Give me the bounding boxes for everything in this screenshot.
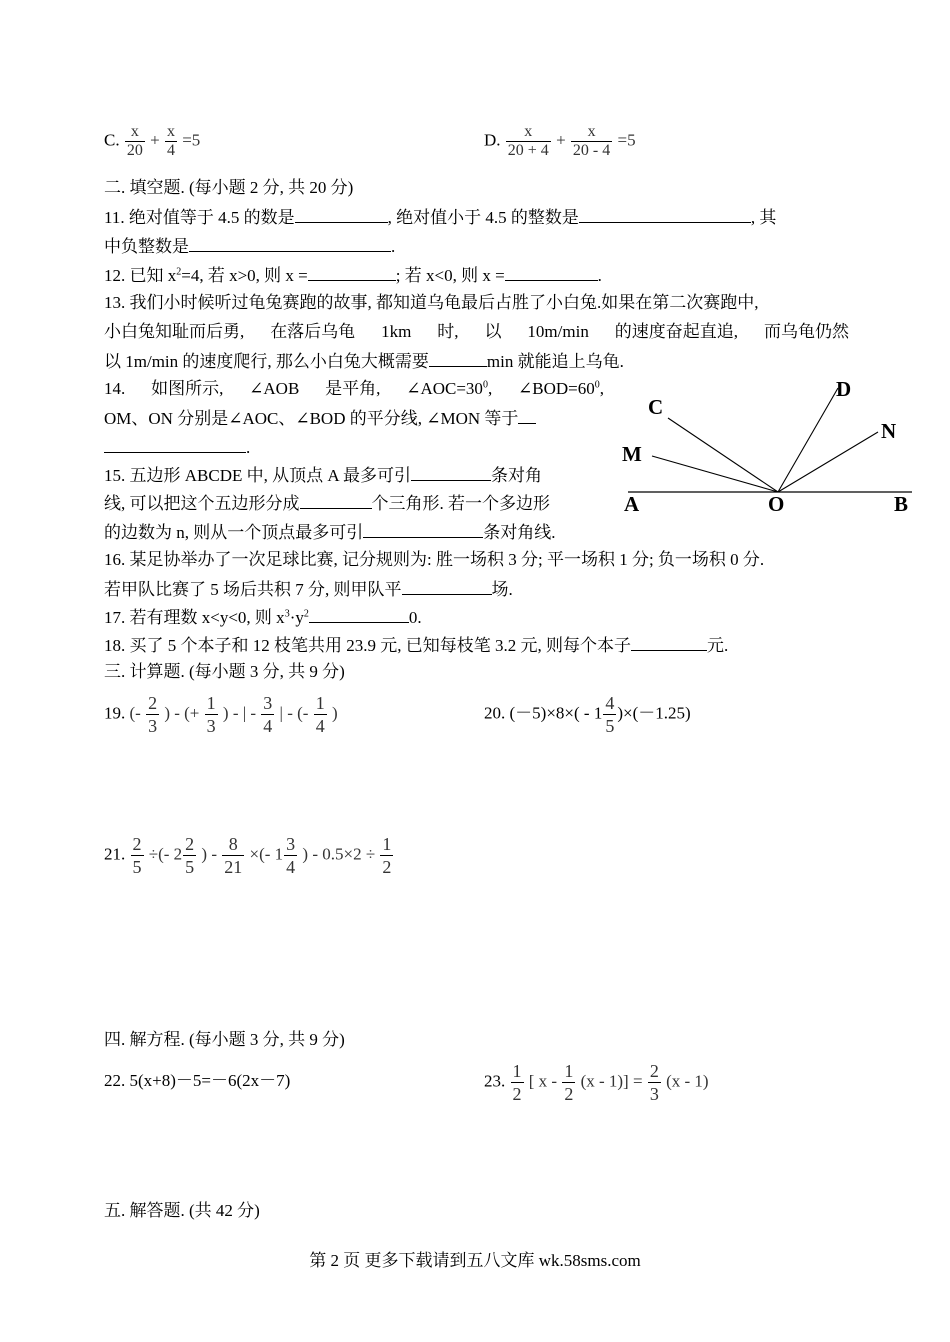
page-footer: 第 2 页 更多下载请到五八文库 wk.58sms.com bbox=[309, 1251, 641, 1270]
ray-od bbox=[778, 388, 838, 492]
q21: 21. $\frac{2}{5}$ ÷(- 2 $\frac{2}{5}$ ) - $\frac{8}{21}$ ×(- 1 $\frac{3}{4}$ ) - 0.5×2 ÷ $\frac{1}{2}$ bbox=[104, 834, 392, 877]
fraction: $\frac{4}{5}$ bbox=[605, 693, 615, 736]
section-5-title: 五. 解答题. (共 42 分) bbox=[104, 1201, 260, 1220]
fraction: $\frac{1}{2}$ bbox=[512, 1061, 522, 1104]
blank bbox=[411, 464, 491, 481]
blank bbox=[309, 606, 409, 623]
section-4-title: 四. 解方程. (每小题 3 分, 共 9 分) bbox=[104, 1030, 345, 1049]
label-n: N bbox=[881, 419, 897, 443]
q12: 12. 已知 $x^2=4$, 若 x>0, 则 x = ; 若 x<0, 则 x = . bbox=[104, 266, 602, 285]
blank bbox=[363, 521, 483, 538]
q10-option-c: C. $\frac{x}{20}$ + $\frac{x}{4}$ =5 bbox=[104, 123, 201, 159]
fraction: $\frac{1}{4}$ bbox=[315, 693, 325, 736]
q10-option-d: D. $\frac{x}{20 + 4}$ + $\frac{x}{20 - 4}$ =5 bbox=[484, 123, 636, 159]
blank bbox=[104, 436, 246, 453]
ray-oc bbox=[668, 418, 778, 492]
blank bbox=[300, 492, 372, 509]
fraction: $\frac{x}{20 + 4}$ bbox=[507, 123, 549, 159]
fraction: $\frac{8}{21}$ bbox=[224, 834, 243, 877]
blank bbox=[295, 206, 388, 223]
ray-on bbox=[778, 432, 878, 492]
blank bbox=[631, 634, 707, 651]
q14-line3: . bbox=[104, 436, 250, 458]
blank bbox=[579, 206, 751, 223]
fraction: $\frac{x}{20}$ bbox=[126, 123, 143, 159]
fraction: $\frac{x}{4}$ bbox=[166, 123, 175, 159]
q15-line2: 线, 可以把这个五边形分成 个三角形. 若一个多边形 bbox=[104, 494, 550, 513]
fraction: $\frac{2}{5}$ bbox=[132, 834, 142, 877]
q22: 22. 5(x+8)－5=－6(2x－7) bbox=[104, 1071, 291, 1090]
fraction: $\frac{3}{4}$ bbox=[286, 834, 296, 877]
label-c: C bbox=[648, 395, 664, 419]
label-d: D bbox=[836, 377, 852, 401]
q15-line1: 15. 五边形 ABCDE 中, 从顶点 A 最多可引 条对角 bbox=[104, 466, 542, 485]
q14-line1: 14. 如图所示, ∠AOB 是平角, $\angle AOC=30^0$, $\angle BOD=60^0$, bbox=[104, 379, 604, 398]
blank bbox=[189, 235, 391, 252]
q17: 17. 若有理数 x<y<0, 则 $x^3\cdot y^2$ 0. bbox=[104, 608, 422, 627]
q14-line2: OM、ON 分别是∠AOC、∠BOD 的平分线, ∠MON 等于 bbox=[104, 407, 536, 429]
blank bbox=[308, 264, 396, 281]
blank bbox=[505, 264, 598, 281]
q15-line3: 的边数为 n, 则从一个顶点最多可引 条对角线. bbox=[104, 523, 556, 542]
q13-line2: 小白兔知耻而后勇, 在落后乌龟 1km 时, 以 10m/min 的速度奋起直追, 而乌龟仍然 bbox=[104, 322, 849, 341]
fraction: $\frac{3}{4}$ bbox=[263, 693, 273, 736]
fraction: $\frac{1}{2}$ bbox=[382, 834, 392, 877]
fraction: $\frac{x}{20 - 4}$ bbox=[572, 123, 611, 159]
q16-line2: 若甲队比赛了 5 场后共积 7 分, 则甲队平 场. bbox=[104, 580, 513, 599]
q11-line2: 中负整数是 . bbox=[104, 237, 396, 256]
q13-line1: 13. 我们小时候听过龟兔赛跑的故事, 都知道乌龟最后占胜了小白兔.如果在第二次赛跑中, bbox=[104, 293, 759, 312]
q23: 23. $\frac{1}{2}$ [ x - $\frac{1}{2}$ (x - 1)] = $\frac{2}{3}$ (x - 1) bbox=[484, 1061, 709, 1104]
angle-figure bbox=[600, 370, 930, 520]
q20: 20. (－5)×8×( - 1 $\frac{4}{5}$ )×(－1.25) bbox=[484, 693, 691, 736]
fraction: $\frac{2}{5}$ bbox=[185, 834, 195, 877]
q11-line1: 11. 绝对值等于 4.5 的数是 , 绝对值小于 4.5 的整数是 , 其 bbox=[104, 208, 777, 227]
q13-line3: 以 1m/min 的速度爬行, 那么小白兔大概需要 min 就能追上乌龟. bbox=[104, 352, 624, 371]
q16-line1: 16. 某足协举办了一次足球比赛, 记分规则为: 胜一场积 3 分; 平一场积 1 分; 负一场积 0 分. bbox=[104, 550, 765, 569]
fraction: $\frac{2}{3}$ bbox=[649, 1061, 659, 1104]
fraction: $\frac{1}{2}$ bbox=[564, 1061, 574, 1104]
blank bbox=[402, 578, 492, 595]
label-o: O bbox=[768, 492, 785, 516]
fraction: $\frac{2}{3}$ bbox=[148, 693, 158, 736]
label-b: B bbox=[894, 492, 909, 516]
fraction: $\frac{1}{3}$ bbox=[206, 693, 216, 736]
ray-om bbox=[652, 456, 778, 492]
label-m: M bbox=[622, 442, 642, 466]
q19: 19. (- $\frac{2}{3}$ ) - (+ $\frac{1}{3}$ ) - | - $\frac{3}{4}$ | - (- $\frac{1}{4}$ ) bbox=[104, 693, 338, 736]
blank bbox=[429, 350, 487, 367]
q18: 18. 买了 5 个本子和 12 枝笔共用 23.9 元, 已知每枝笔 3.2 元, 则每个本子 元. bbox=[104, 636, 729, 655]
section-2-title: 二. 填空题. (每小题 2 分, 共 20 分) bbox=[104, 178, 354, 197]
label-a: A bbox=[624, 492, 640, 516]
blank bbox=[518, 407, 536, 424]
section-3-title: 三. 计算题. (每小题 3 分, 共 9 分) bbox=[104, 662, 345, 681]
